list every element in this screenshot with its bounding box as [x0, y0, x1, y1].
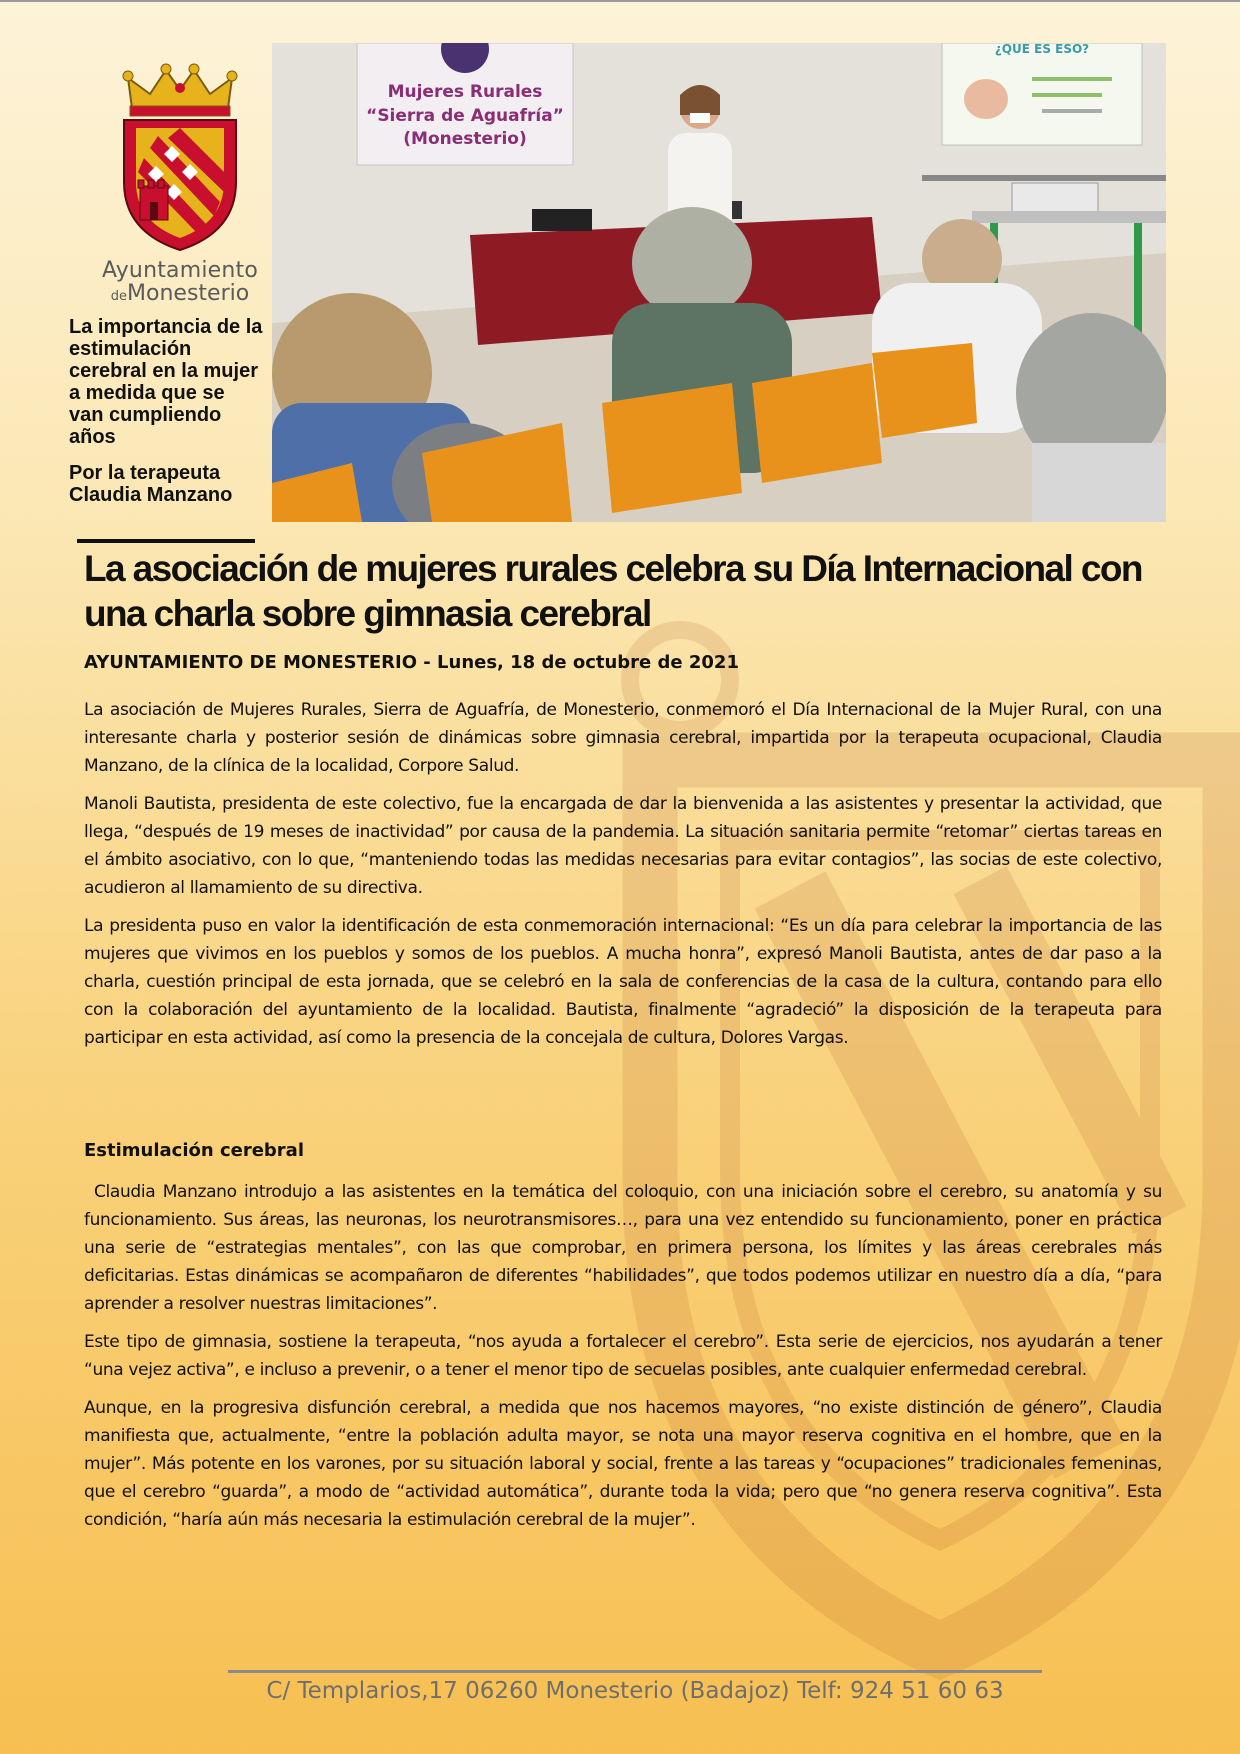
logo-text-monesterio: deMonesterio: [110, 281, 250, 306]
sidebar-title: La importancia de la estimulación cerebral en la mujer a medida que se van cumpliendo años: [69, 316, 263, 448]
headline-accent-rule: [77, 539, 255, 543]
article-body-part-2: [84, 1178, 1162, 1544]
municipal-logo: [100, 62, 260, 306]
paragraph: Este tipo de gimnasia, sostiene la terapeuta, “nos ayuda a fortalecer el cerebro”. Esta serie de ejercicios, nos ayudarán a tener “una vejez activa”, e incluso a prevenir, o a tener el menor tipo de secuelas posibles, ante cualquier enfermedad cerebral.: [84, 1332, 1162, 1380]
svg-text:Mujeres Rurales: Mujeres Rurales: [387, 82, 543, 102]
byline: AYUNTAMIENTO DE MONESTERIO - Lunes, 18 de octubre de 2021: [84, 652, 739, 673]
top-border-line: [0, 0, 1240, 2]
sidebar-summary: [69, 316, 264, 520]
logo-text-ayuntamiento: Ayuntamiento: [101, 258, 259, 283]
paragraph: La presidenta puso en valor la identificación de esta conmemoración internacional: “Es un día para celebrar la importancia de las mujeres que vivimos en los pueblos y somos de los pueblos. A mucha honra”, expresó Manoli Bautista, antes de dar paso a la charla, cuestión principal de esta jornada, que se celebró en la sala de conferencias de la casa de la cultura, contando para ello con la colaboración del ayuntamiento de la localidad. Bautista, finalmente “agradeció” la disposición de la terapeuta para participar en esta actividad, así como la presencia de la concejala de cultura, Dolores Vargas.: [84, 916, 1162, 1048]
paragraph: Manoli Bautista, presidenta de este colectivo, fue la encargada de dar la bienvenida a las asistentes y presentar la actividad, que llega, “después de 19 meses de inactividad” por causa de la pandemia. La situación sanitaria permite “retomar” ciertas tareas en el ámbito asociativo, con lo que, “manteniendo todas las medidas necesarias para evitar contagios”, las socias de este colectivo, acudieron al llamamiento de su directiva.: [84, 794, 1162, 898]
paragraph: La asociación de Mujeres Rurales, Sierra de Aguafría, de Monesterio, conmemoró el Día Internacional de la Mujer Rural, con una interesante charla y posterior sesión de dinámicas sobre gimnasia cerebral, impartida por la terapeuta ocupacional, Claudia Manzano, de la clínica de la localidad, Corpore Salud.: [84, 700, 1162, 776]
coat-of-arms-icon: [110, 62, 250, 254]
svg-text:(Monesterio): (Monesterio): [403, 129, 527, 149]
headline: La asociación de mujeres rurales celebra su Día Internacional con una charla sobre gimnasia cerebral: [84, 548, 1142, 634]
subheading: Estimulación cerebral: [84, 1140, 304, 1161]
footer-address: C/ Templarios,17 06260 Monesterio (Badajoz) Telf: 924 51 60 63: [266, 1678, 1004, 1704]
sidebar-author: Por la terapeuta Claudia Manzano: [69, 462, 233, 506]
footer-rule: [228, 1670, 1042, 1673]
paragraph: Claudia Manzano introdujo a las asistentes en la temática del coloquio, con una iniciación sobre el cerebro, su anatomía y su funcionamiento. Sus áreas, las neuronas, los neurotransmisores…, para una vez entendido su funcionamiento, poner en práctica una serie de “estrategias mentales”, con las que comprobar, en primera persona, los límites y las áreas cerebrales más deficitarias. Estas dinámicas se acompañaron de diferentes “habilidades”, que todos podemos utilizar en nuestro día a día, “para aprender a resolver nuestras limitaciones”.: [84, 1182, 1162, 1314]
paragraph: Aunque, en la progresiva disfunción cerebral, a medida que nos hacemos mayores, “no existe distinción de género”, Claudia manifiesta que, actualmente, “entre la población adulta mayor, se nota una mayor reserva cognitiva en el hombre, que en la mujer”. Más potente en los varones, por su situación laboral y social, frente a las tareas y “ocupaciones” tradicionales femeninas, que el cerebro “guarda”, a modo de “actividad automática”, durante toda la vida; pero que “no genera reserva cognitiva”. Esta condición, “haría aún más necesaria la estimulación cerebral de la mujer”.: [84, 1398, 1162, 1530]
article-body-part-1: [84, 696, 1162, 1062]
svg-text:¿QUE ES ESO?: ¿QUE ES ESO?: [994, 43, 1090, 56]
svg-text:“Sierra de Aguafría”: “Sierra de Aguafría”: [366, 106, 564, 126]
event-photo: [272, 43, 1166, 522]
